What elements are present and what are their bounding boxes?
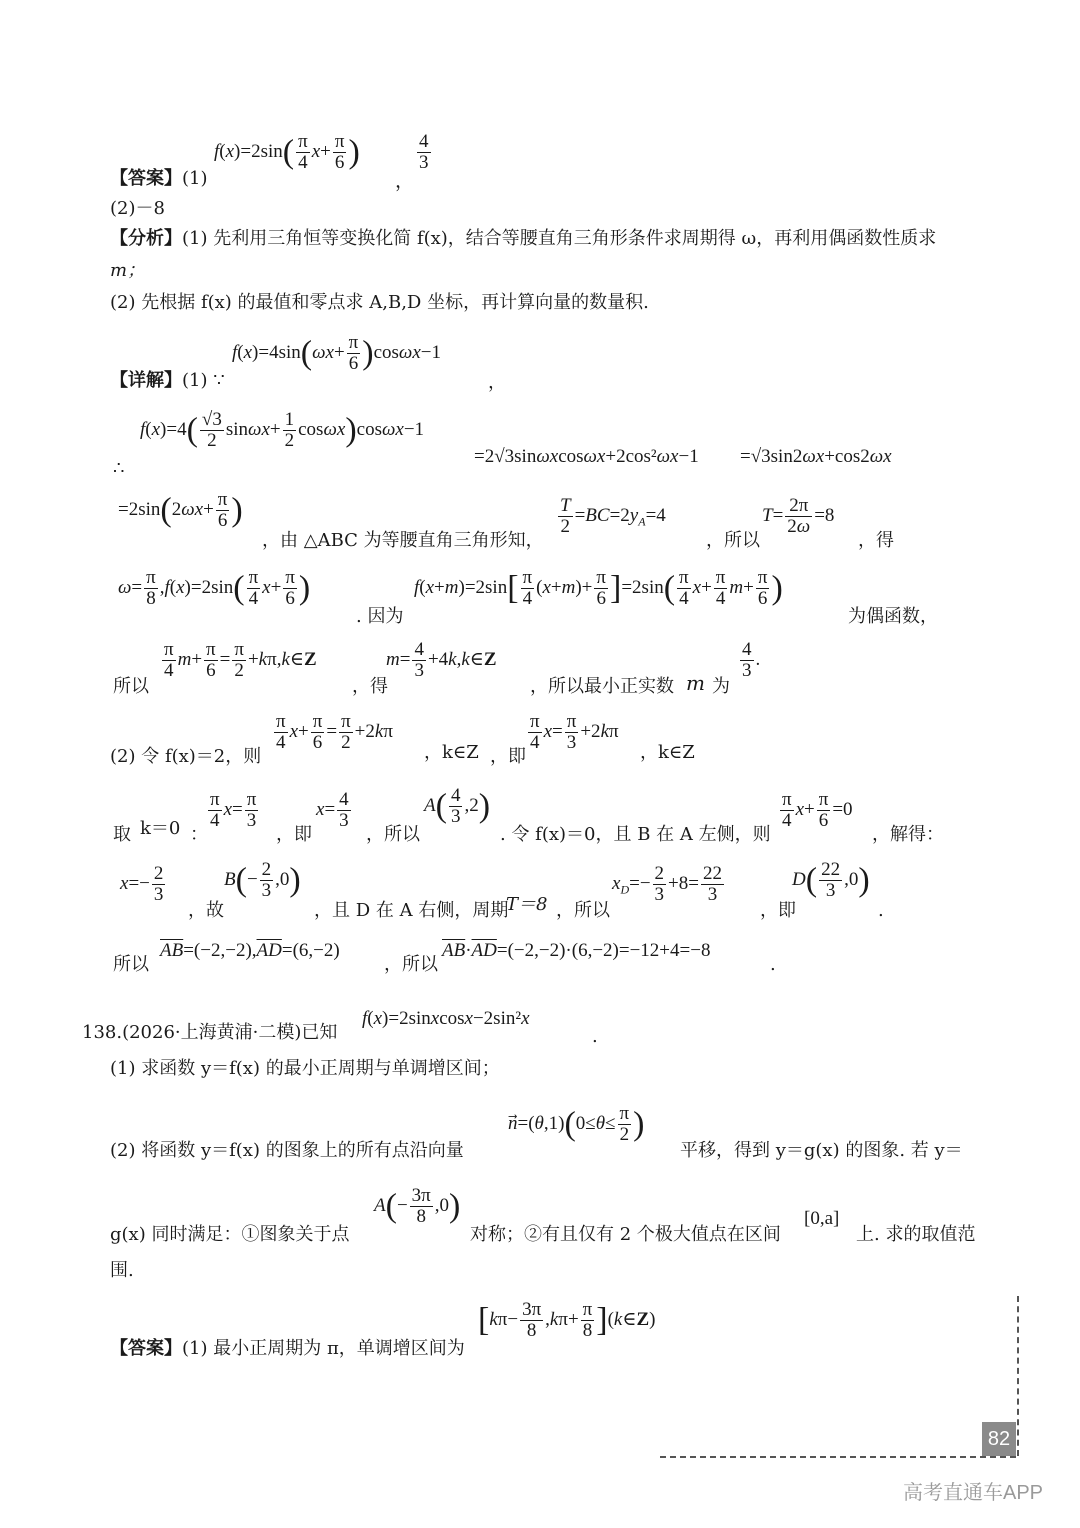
detail-line7c: ：: [190, 824, 208, 845]
detail-line5g: 为: [712, 676, 730, 697]
q138-part3b: 对称；②有且仅有 2 个极大值点在区间: [470, 1224, 781, 1245]
detail-line5a: 所以: [113, 676, 149, 697]
period-2: .: [770, 954, 776, 975]
detail-line5c: ，得: [352, 676, 388, 697]
q138-part2b: 平移，得到 y＝g(x) 的图象. 若 y＝: [680, 1140, 963, 1161]
detail-line6c: ，k∈Z: [424, 742, 479, 763]
detail-line7e: ，即: [276, 824, 312, 845]
detail-line7f: x= $\frac{4}{3}$: [316, 789, 349, 831]
analysis-line1: 【分析】(1) 先利用三角恒等变换化简 f(x)，结合等腰直角三角形条件求周期得 ω，再利用偶函数性质求: [110, 228, 937, 249]
detail-line3a: =2sin(2ωx+ $\frac{\pi}{6}$ ): [118, 489, 243, 531]
dashed-border-horizontal: [660, 1456, 1016, 1458]
detail-line7g: ，所以: [366, 824, 420, 845]
analysis-tag: 【分析】: [110, 228, 182, 249]
detail-line9a: 所以: [113, 954, 149, 975]
q138-answer-int: [kπ− $\frac{3\pi}{8}$ ,kπ+ $\frac{\pi}{8}$ ](k∈Z): [478, 1299, 656, 1341]
detail-line7i: . 令 f(x)＝0，且 B 在 A 左侧，则: [500, 824, 771, 845]
answer-line: 【答案】(1): [110, 168, 208, 189]
q138-known: 已知: [301, 1022, 338, 1043]
detail-line7k: ，解得：: [872, 824, 944, 845]
q138-part3-int: [0,a]: [804, 1208, 840, 1229]
q138-period: .: [592, 1026, 598, 1047]
detail-line8b: ，故: [188, 900, 224, 921]
detail-line7h: A( $\frac{4}{3}$ ,2): [424, 785, 491, 827]
q138-func: f(x)=2sinxcosx−2sin²x: [362, 1008, 530, 1029]
therefore: ∴: [113, 458, 125, 479]
answer-sep: ，: [395, 171, 415, 192]
page-number: 82: [982, 1422, 1016, 1456]
detail-line1: 【详解】(1) ∵: [110, 370, 225, 391]
detail-line6d: ，即: [490, 746, 526, 767]
detail-line8i: D( $\frac{22}{3}$ ,0): [792, 859, 870, 901]
analysis-line2: (2) 先根据 f(x) 的最值和零点求 A,B,D 坐标，再计算向量的数量积.: [110, 292, 649, 313]
detail-line5d: m= $\frac{4}{3}$ +4k,k∈Z: [386, 639, 497, 681]
detail-tag: 【详解】: [110, 370, 182, 391]
detail-line3f: ，得: [858, 530, 894, 551]
q138-number: 138.: [82, 1022, 123, 1043]
q138-part3-pt: A(− $\frac{3\pi}{8}$ ,0): [374, 1185, 461, 1227]
detail-line4c: f(x+m)=2sin[ $\frac{\pi}{4}$ (x+m)+ $\frac{\pi}{6}$ ]=2sin( $\frac{\pi}{4}$ x+ $\frac{\pi}{4}$ m+ $\frac{\pi}{6}$ ): [414, 567, 783, 609]
detail-line7a: 取: [113, 824, 131, 845]
watermark: 高考直通车APP: [903, 1482, 1044, 1504]
detail-f1: f(x)=4sin(ωx+ $\frac{\pi}{6}$ )cosωx−1: [232, 332, 441, 374]
q138-part2a: (2) 将函数 y＝f(x) 的图象上的所有点沿向量: [110, 1140, 464, 1161]
q138-source: (2026·上海黄浦·二模): [122, 1022, 302, 1043]
detail-line4b: . 因为: [356, 606, 404, 627]
detail-line8d: ，且 D 在 A 右侧，周期: [314, 900, 509, 921]
detail-line5f: m: [686, 671, 705, 695]
q138-part1: (1) 求函数 y＝f(x) 的最小正周期与单调增区间；: [110, 1058, 500, 1079]
detail-line8h: ，即: [760, 900, 796, 921]
detail-line8c: B(− $\frac{2}{3}$ ,0): [224, 859, 301, 901]
detail-line6f: ，k∈Z: [640, 742, 695, 763]
q138-header: [82, 1020, 337, 1046]
answer-formula: f(x)=2sin( $\frac{\pi}{4}$ x+ $\frac{\pi}{6}$ ): [214, 131, 360, 173]
detail-line3c: $\frac{T}{2}$ $=BC=2y_A=4$: [560, 495, 666, 537]
detail-line6a: (2) 令 f(x)＝2，则: [110, 746, 262, 767]
analysis-line1b: m；: [110, 260, 146, 281]
detail-line3e: T= $\frac{2\pi}{2\omega}$ =8: [762, 495, 835, 537]
period-1: .: [878, 900, 884, 921]
detail-line5b: $\frac{\pi}{4}$ m+ $\frac{\pi}{6}$ = $\frac{\pi}{2}$ +kπ,k∈Z: [164, 639, 317, 681]
q138-answer-line: 【答案】(1) 最小正周期为 π，单调增区间为: [110, 1338, 465, 1359]
detail-line9b: $\overline{AB}=(-2,-2),\overline{AD}=(6,-2)$: [160, 940, 340, 961]
detail-line5e: ，所以最小正实数: [530, 676, 674, 697]
detail-line2b: =2√3sinωxcosωx+2cos²ωx−1: [474, 446, 699, 467]
detail-line3b: ，由 △ABC 为等腰直角三角形知，: [262, 530, 544, 551]
detail-line4d: 为偶函数，: [848, 606, 938, 627]
detail-line9c: ，所以: [384, 954, 438, 975]
detail-line2a: f(x)=4( $\frac{√3}{2}$ sinωx+ $\frac{1}{2}$ cosωx)cosωx−1: [140, 409, 425, 451]
detail-line6b: $\frac{\pi}{4}$ x+ $\frac{\pi}{6}$ = $\frac{\pi}{2}$ +2kπ: [276, 711, 393, 753]
detail-line7d: $\frac{\pi}{4}$ x= $\frac{\pi}{3}$: [210, 789, 257, 831]
answer-part2: (2)－8: [110, 198, 165, 219]
detail-line7b: k＝0: [140, 818, 181, 839]
detail-line2c: =√3sin2ωx+cos2ωx: [740, 446, 892, 467]
q138-part3d: 围.: [110, 1260, 134, 1281]
detail-line8g: $x_D=-$ $\frac{2}{3}$ +8= $\frac{22}{3}$: [612, 863, 722, 905]
detail-line4a: ω= $\frac{\pi}{8}$ ,f(x)=2sin( $\frac{\pi}{4}$ x+ $\frac{\pi}{6}$ ): [118, 567, 311, 609]
q138-part2-vec: n⃗=(θ,1)(0≤θ≤ $\frac{\pi}{2}$ ): [508, 1103, 645, 1145]
dashed-border-vertical: [1017, 1296, 1019, 1456]
detail-line8e: T＝8: [506, 894, 548, 915]
answer-tag: 【答案】: [110, 168, 182, 189]
detail-line6e: $\frac{\pi}{4}$ x= $\frac{\pi}{3}$ +2kπ: [530, 711, 619, 753]
detail-line9d: $\overline{AB}\cdot\overline{AD}=(-2,-2)\cdot(6,-2)=-12+4=-8$: [442, 940, 711, 961]
detail-line5h: $\frac{4}{3}$ .: [742, 639, 761, 681]
detail-line8a: x=− $\frac{2}{3}$: [120, 863, 164, 905]
answer-m-frac: $\frac{4}{3}$: [419, 131, 429, 173]
detail-line8f: ，所以: [556, 900, 610, 921]
q138-part3a: g(x) 同时满足：①图象关于点: [110, 1224, 350, 1245]
detail-line7j: $\frac{\pi}{4}$ x+ $\frac{\pi}{6}$ =0: [782, 789, 853, 831]
q138-answer-tag: 【答案】: [110, 1338, 182, 1359]
q138-part3c: 上. 求的取值范: [856, 1224, 976, 1245]
detail-line3d: ，所以: [706, 530, 760, 551]
comma: ，: [488, 372, 506, 393]
